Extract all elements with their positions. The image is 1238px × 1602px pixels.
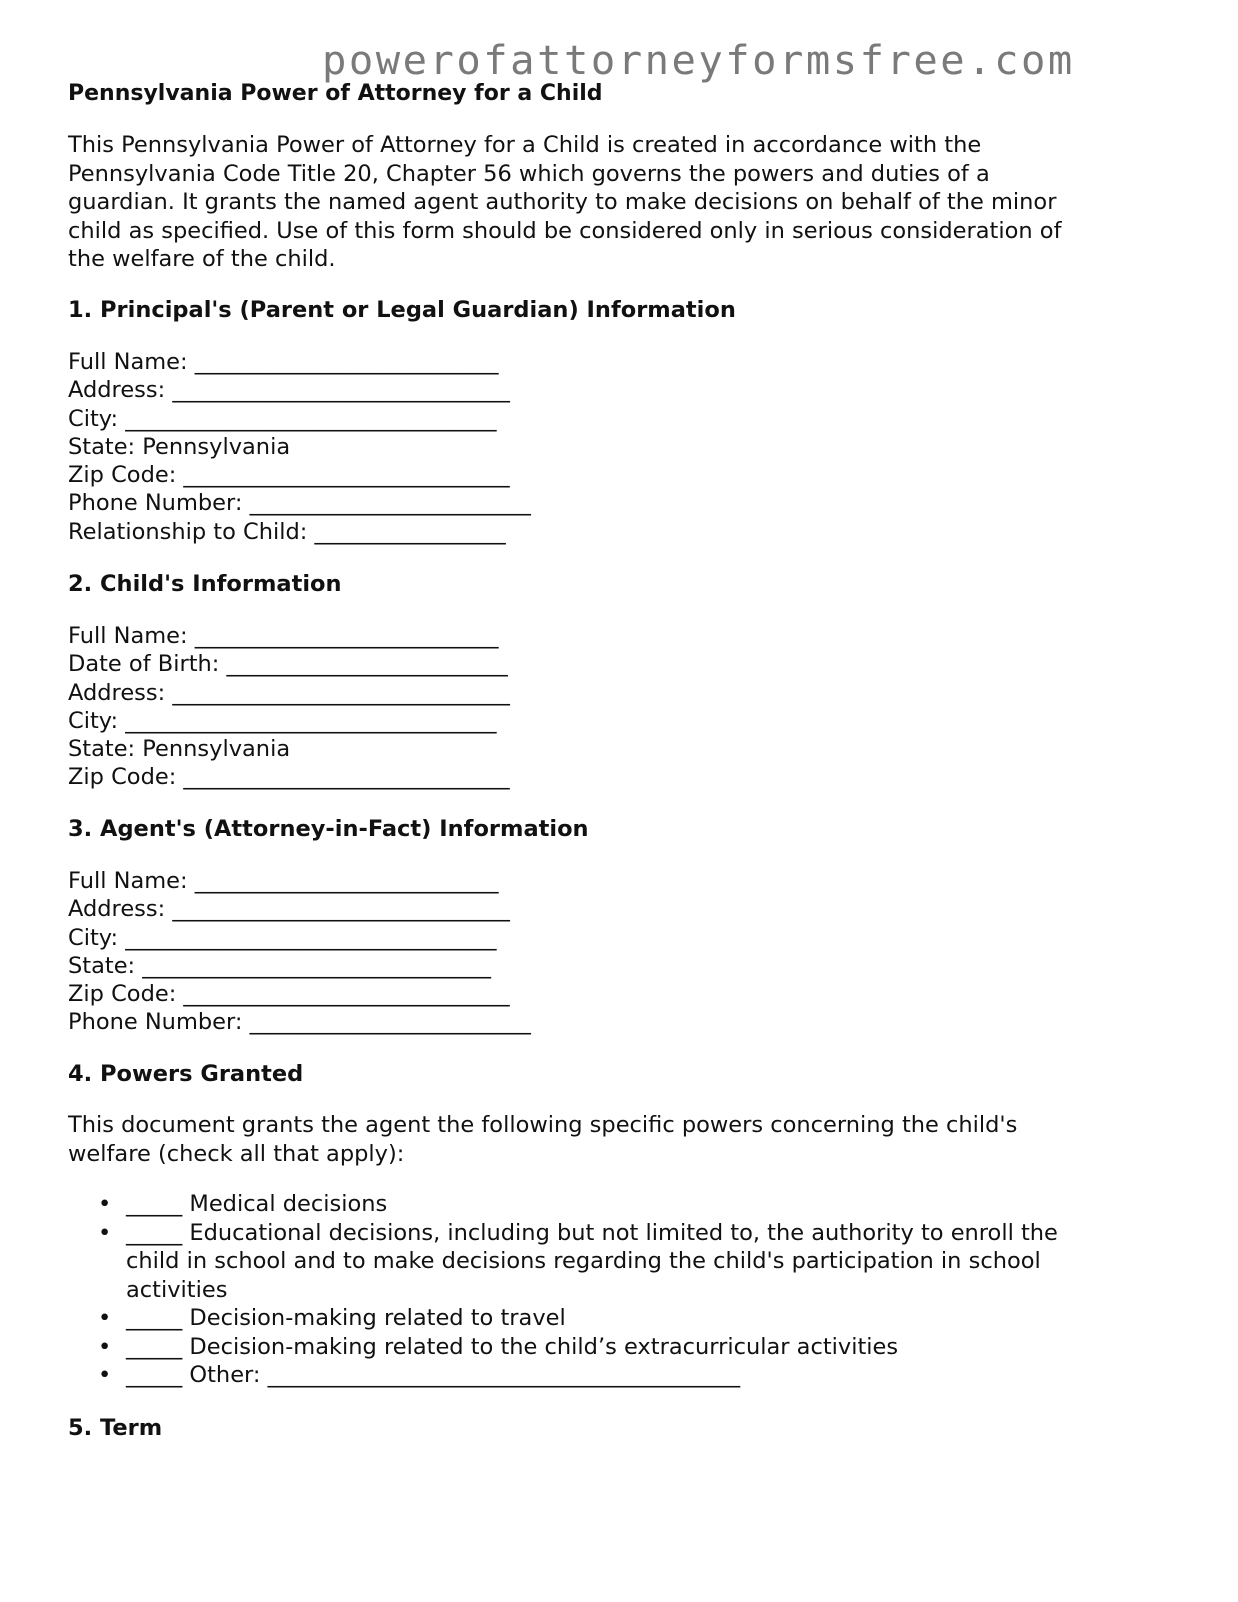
watermark: powerofattorneyformsfree.com [322,36,1075,84]
intro-paragraph [68,131,1062,274]
child-full-name-field[interactable]: Full Name: ___________________________ [68,623,499,649]
intro-line: the welfare of the child. [68,246,336,272]
principal-zip-field[interactable]: Zip Code: _____________________________ [68,462,510,489]
agent-phone-field[interactable]: Phone Number: _________________________ [68,1009,531,1036]
section-1-heading: 1. Principal's (Parent or Legal Guardian) Information [68,297,736,323]
agent-fields [68,867,531,1037]
intro-line: guardian. It grants the named agent authority to make decisions on behalf of the minor [68,189,1057,215]
power-medical-label: _____ Medical decisions [126,1191,388,1217]
power-extracurricular-item[interactable] [68,1333,1168,1362]
section-5-heading: 5. Term [68,1415,163,1441]
principal-relationship-field[interactable]: Relationship to Child: _________________ [68,518,506,545]
principal-phone-field[interactable]: Phone Number: _________________________ [68,490,531,517]
powers-description-line: This document grants the agent the following specific powers concerning the child's [68,1112,1018,1138]
power-educational-label: _____ Educational decisions, including but not limited to, the authority to enroll the [126,1219,1058,1246]
powers-description-line: welfare (check all that apply): [68,1140,405,1167]
agent-address-field[interactable]: Address: ______________________________ [68,896,510,923]
power-travel-item[interactable] [68,1304,1168,1333]
power-educational-item[interactable] [68,1219,1168,1305]
child-zip-field[interactable]: Zip Code: _____________________________ [68,764,510,791]
child-fields [68,622,510,792]
power-travel-label: _____ Decision-making related to travel [126,1305,566,1331]
intro-line: child as specified. Use of this form should be considered only in serious consideration of [68,217,1062,244]
power-educational-continuation: activities [126,1276,228,1303]
agent-full-name-field[interactable]: Full Name: ___________________________ [68,868,499,894]
power-medical-item[interactable] [68,1190,1168,1219]
child-dob-field[interactable]: Date of Birth: _________________________ [68,651,508,678]
document-title: Pennsylvania Power of Attorney for a Child [68,81,603,106]
power-other-item[interactable] [68,1361,1168,1390]
powers-description [68,1111,1017,1168]
power-educational-continuation: child in school and to make decisions regarding the child's participation in school [126,1248,1041,1274]
principal-state-field: State: Pennsylvania [68,433,291,460]
intro-line: This Pennsylvania Power of Attorney for a Child is created in accordance with the [68,132,982,158]
principal-fields [68,348,531,546]
agent-zip-field[interactable]: Zip Code: _____________________________ [68,981,510,1008]
child-state-field: State: Pennsylvania [68,736,291,763]
intro-line: Pennsylvania Code Title 20, Chapter 56 which governs the powers and duties of a [68,160,990,187]
principal-city-field[interactable]: City: _________________________________ [68,405,497,432]
section-2-heading: 2. Child's Information [68,571,342,597]
principal-full-name-field[interactable]: Full Name: ___________________________ [68,349,499,375]
child-city-field[interactable]: City: _________________________________ [68,707,497,734]
child-address-field[interactable]: Address: ______________________________ [68,679,510,706]
power-other-label: _____ Other: __________________________________________ [126,1362,741,1388]
power-extracurricular-label: _____ Decision-making related to the child’s extracurricular activities [126,1333,899,1360]
section-4-heading: 4. Powers Granted [68,1061,304,1087]
principal-address-field[interactable]: Address: ______________________________ [68,377,510,404]
section-3-heading: 3. Agent's (Attorney-in-Fact) Information [68,816,589,842]
agent-state-field[interactable]: State: _______________________________ [68,952,492,979]
powers-list [68,1190,1168,1390]
agent-city-field[interactable]: City: _________________________________ [68,924,497,951]
